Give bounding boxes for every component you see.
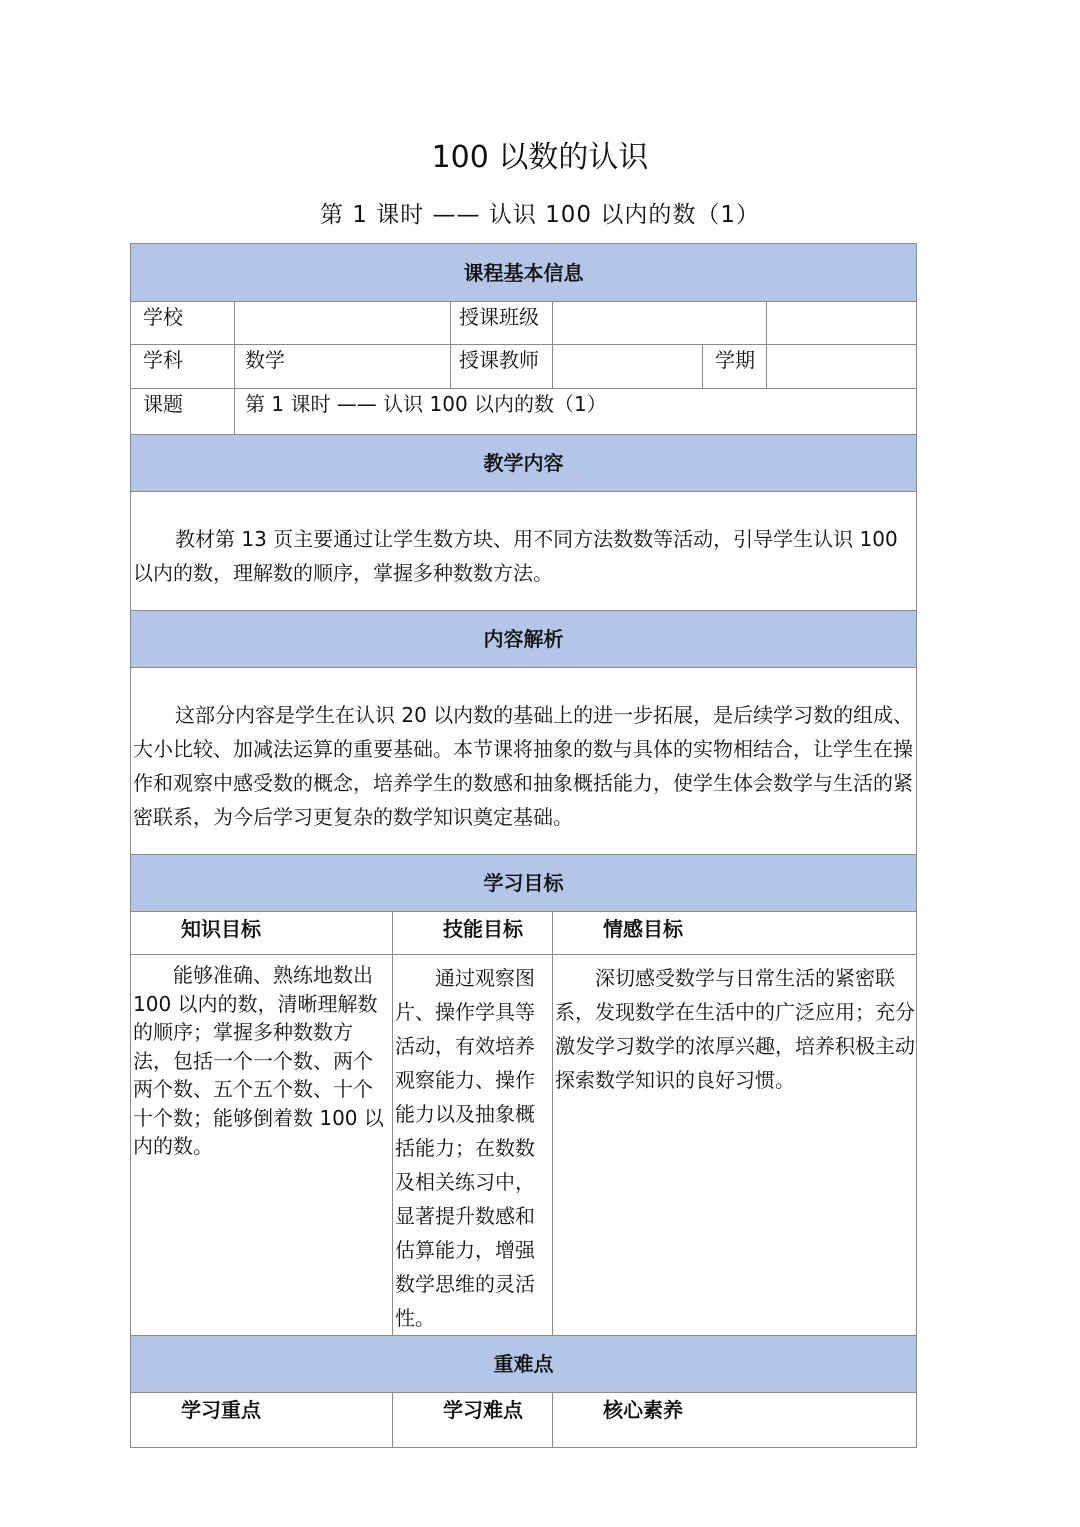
knowledge-goal-cell (131, 955, 393, 1336)
key-points-header: 重难点 (131, 1336, 917, 1393)
class-extra-cell (767, 302, 917, 345)
knowledge-goal-text: 能够准确、熟练地数出 100 以内的数，清晰理解数的顺序；掌握多种数数方法，包括一个一个数、两个两个数、五个五个数、十个十个数；能够倒着数 100 以内的数。 (133, 963, 384, 1158)
lesson-plan-table (130, 243, 917, 1448)
content-analysis-header: 内容解析 (131, 611, 917, 668)
topic-label: 课题 (131, 389, 235, 435)
teacher-label: 授课教师 (451, 345, 553, 389)
school-label: 学校 (131, 302, 235, 345)
topic-value: 第 1 课时 —— 认识 100 以内的数（1） (235, 389, 917, 435)
teaching-content-header: 教学内容 (131, 435, 917, 492)
teaching-content-text: 教材第 13 页主要通过让学生数方块、用不同方法数数等活动，引导学生认识 100 以内的数，理解数的顺序，掌握多种数数方法。 (133, 527, 898, 585)
basic-info-header: 课程基本信息 (131, 244, 917, 302)
skill-goal-text: 通过观察图片、操作学具等活动，有效培养观察能力、操作能力以及抽象概括能力；在数数及相关练习中，显著提升数感和估算能力，增强数学思维的灵活性。 (395, 966, 535, 1330)
school-value (235, 302, 451, 345)
teaching-content-cell (131, 492, 917, 611)
teacher-value (553, 345, 703, 389)
term-label: 学期 (703, 345, 767, 389)
difficulty-heading: 学习难点 (393, 1393, 553, 1448)
skill-goal-heading: 技能目标 (393, 912, 553, 955)
document-title: 100 以数的认识 (431, 140, 649, 175)
learning-goals-header: 学习目标 (131, 855, 917, 912)
emotion-goal-heading: 情感目标 (553, 912, 917, 955)
emotion-goal-text: 深切感受数学与日常生活的紧密联系，发现数学在生活中的广泛应用；充分激发学习数学的浓厚兴趣，培养积极主动探索数学知识的良好习惯。 (555, 966, 915, 1092)
key-point-heading: 学习重点 (131, 1393, 393, 1448)
subject-label: 学科 (131, 345, 235, 389)
term-value (767, 345, 917, 389)
core-literacy-heading: 核心素养 (553, 1393, 917, 1448)
class-label: 授课班级 (451, 302, 553, 345)
content-analysis-text: 这部分内容是学生在认识 20 以内数的基础上的进一步拓展，是后续学习数的组成、大小比较、加减法运算的重要基础。本节课将抽象的数与具体的实物相结合，让学生在操作和观察中感受数的概念，培养学生的数感和抽象概括能力，使学生体会数学与生活的紧密联系，为今后学习更复杂的数学知识奠定基础。 (133, 703, 914, 829)
emotion-goal-cell (553, 955, 917, 1336)
knowledge-goal-heading: 知识目标 (131, 912, 393, 955)
document-subtitle: 第 1 课时 —— 认识 100 以内的数（1） (319, 202, 761, 228)
content-analysis-cell (131, 668, 917, 855)
subject-value: 数学 (235, 345, 451, 389)
class-value (553, 302, 767, 345)
skill-goal-cell (393, 955, 553, 1336)
